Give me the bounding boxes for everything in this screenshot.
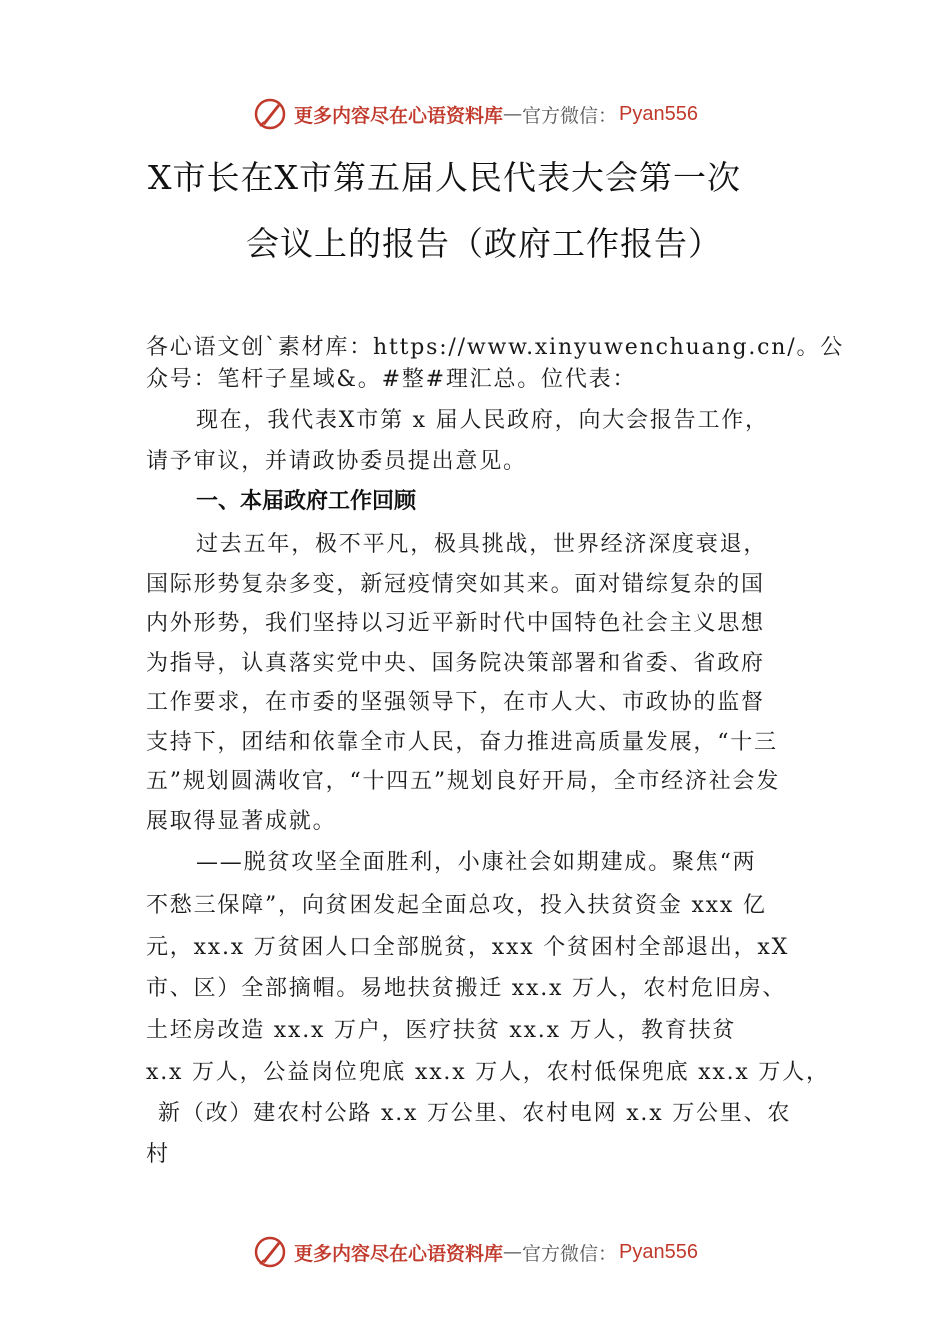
body-line: 为指导，认真落实党中央、国务院决策部署和省委、省政府 — [146, 651, 765, 676]
banner-brand: 更多内容尽在心语资料库 — [294, 1242, 504, 1265]
body-line: 请予审议，并请政协委员提出意见。 — [146, 449, 527, 474]
body-line: 土坯房改造 xx.x 万户，医疗扶贫 xx.x 万人，教育扶贫 — [146, 1018, 737, 1043]
body-line: 各心语文创`素材库：https://www.xinyuwenchuang.cn/。公 — [146, 335, 845, 360]
body-line: 五”规划圆满收官，“十四五”规划良好开局，全市经济社会发 — [146, 769, 781, 794]
banner-brand: 更多内容尽在心语资料库 — [294, 104, 504, 127]
document-title-line-1: X市长在X市第五届人民代表大会第一次 — [148, 158, 741, 197]
body-line: 元，xx.x 万贫困人口全部脱贫，xxx 个贫困村全部退出，xX — [146, 935, 790, 960]
banner-wechat-label: 官方微信： — [522, 1242, 618, 1265]
body-line: 支持下，团结和依靠全市人民，奋力推进高质量发展，“十三 — [146, 730, 778, 755]
body-line: 市、区）全部摘帽。易地扶贫搬迁 xx.x 万人，农村危旧房、 — [146, 976, 787, 1001]
body-line: ——脱贫攻坚全面胜利，小康社会如期建成。聚焦“两 — [196, 850, 757, 875]
body-line: 新（改）建农村公路 x.x 万公里、农村电网 x.x 万公里、农 — [158, 1101, 792, 1126]
document-title-line-2: 会议上的报告（政府工作报告） — [246, 224, 722, 263]
body-line: 国际形势复杂多变，新冠疫情突如其来。面对错综复杂的国 — [146, 572, 765, 597]
body-line: 村 — [146, 1142, 170, 1167]
banner-wechat-label: 官方微信： — [522, 104, 618, 127]
body-line: 内外形势，我们坚持以习近平新时代中国特色社会主义思想 — [146, 611, 765, 636]
quill-logo-icon — [252, 96, 288, 132]
header-banner — [0, 94, 950, 134]
body-line: x.x 万人，公益岗位兜底 xx.x 万人，农村低保兜底 xx.x 万人， — [146, 1060, 830, 1085]
body-line: 展取得显著成就。 — [146, 809, 337, 834]
body-line: 不愁三保障”，向贫困发起全面总攻，投入扶贫资金 xxx 亿 — [146, 893, 767, 918]
body-line: 过去五年，极不平凡，极具挑战，世界经济深度衰退， — [196, 532, 768, 557]
body-line: 众号：笔杆子星域&。#整#理汇总。位代表： — [146, 367, 637, 392]
banner-wechat-id: Pyan556 — [619, 1240, 698, 1263]
quill-logo-icon — [252, 1234, 288, 1270]
banner-dash: — — [503, 1241, 523, 1263]
body-line: 现在，我代表X市第 x 届人民政府，向大会报告工作， — [196, 408, 769, 433]
banner-dash: — — [503, 103, 523, 125]
body-line: 工作要求，在市委的坚强领导下，在市人大、市政协的监督 — [146, 690, 765, 715]
footer-banner — [0, 1232, 950, 1272]
section-heading: 一、本届政府工作回顾 — [196, 489, 417, 514]
banner-wechat-id: Pyan556 — [619, 102, 698, 125]
